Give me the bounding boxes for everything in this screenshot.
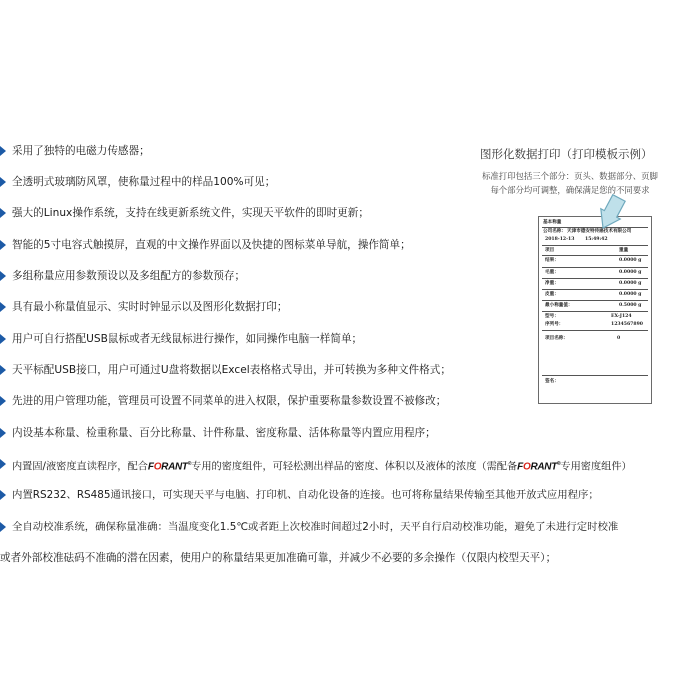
bullet-arrow-icon	[0, 365, 6, 375]
receipt-date: 2018-12-13	[545, 237, 575, 242]
receipt-row-value: 0.0000 g	[619, 270, 642, 275]
receipt-project-value: 0	[617, 336, 621, 341]
forant-logo: FORANT®	[517, 461, 561, 473]
receipt-row-label: 毛重：	[545, 270, 559, 275]
receipt-divider	[542, 311, 648, 312]
receipt-time: 15:49:42	[585, 237, 608, 242]
feature-text: 具有最小称量值显示、实时时钟显示以及图形化数据打印；	[12, 301, 288, 313]
bullet-arrow-icon	[0, 208, 6, 218]
print-panel-title: 图形化数据打印（打印模板示例）	[480, 147, 653, 161]
bullet-arrow-icon	[0, 522, 6, 532]
feature-text: 用户可自行搭配USB鼠标或者无线鼠标进行操作，如同操作电脑一样简单；	[12, 333, 363, 345]
bullet-arrow-icon	[0, 428, 6, 438]
receipt-divider	[542, 245, 648, 246]
feature-text: 强大的Linux操作系统，支持在线更新系统文件，实现天平软件的即时更新；	[12, 207, 369, 219]
receipt-serial-value: 1234567890	[611, 322, 643, 327]
receipt-divider	[542, 255, 648, 256]
bullet-arrow-icon	[0, 177, 6, 187]
receipt-model-value: EX-J124	[611, 314, 632, 319]
receipt-row-value: 0.0000 g	[619, 258, 642, 263]
receipt-row-label: 结果：	[545, 258, 559, 263]
bullet-arrow-icon	[0, 146, 6, 156]
feature-text: 先进的用户管理功能，管理员可设置不同菜单的进入权限，保护重要称量参数设置不被修改；	[12, 395, 447, 407]
pointer-arrow-icon	[600, 194, 634, 232]
receipt-company-label: 公司名称：	[543, 229, 566, 234]
feature-text: 全透明式玻璃防风罩，使称量过程中的样品100%可见；	[12, 176, 276, 188]
receipt-divider	[542, 289, 648, 290]
feature-text: 内设基本称量、检重称量、百分比称量、计件称量、密度称量、活体称量等内置应用程序；	[12, 427, 436, 439]
feature-text: 智能的5寸电容式触摸屏，直观的中文操作界面以及快捷的图标菜单导航，操作简单；	[12, 239, 411, 251]
bullet-arrow-icon	[0, 271, 6, 281]
print-panel-desc-line1: 标准打印包括三个部分：页头、数据部分、页脚	[482, 171, 658, 181]
receipt-project-label: 项目名称：	[545, 336, 568, 341]
bullet-arrow-icon	[0, 334, 6, 344]
receipt-model-label: 型号：	[545, 314, 559, 319]
feature-text: 天平标配USB接口，用户可通过U盘将数据以Excel表格格式导出，并可转换为多种文件格式；	[12, 364, 451, 376]
feature-text: 全自动校准系统，确保称量准确：当温度变化1.5℃或者距上次校准时间超过2小时，天平自行启动校准功能，避免了未进行定时校准	[12, 521, 619, 533]
feature-text: 内置RS232、RS485通讯接口，可实现天平与电脑、打印机、自动化设备的连接。也可将称量结果传输至其他开放式应用程序；	[12, 489, 599, 501]
receipt-col-item: 项目	[545, 248, 555, 253]
receipt-row-value: 0.0000 g	[619, 292, 642, 297]
receipt-header: 基本称量	[543, 220, 562, 225]
receipt-divider	[542, 300, 648, 301]
bullet-arrow-icon	[0, 240, 6, 250]
bullet-arrow-icon	[0, 396, 6, 406]
feature-text: 内置固/液密度直读程序，配合FORANT®专用的密度组件，可轻松测出样品的密度、体积以及液体的浓度（需配备FORANT®专用密度组件）	[12, 455, 632, 476]
feature-text: 采用了独特的电磁力传感器；	[12, 145, 150, 157]
receipt-row-label: 净重：	[545, 281, 559, 286]
print-panel-desc-line2: 每个部分均可调整，确保满足您的不同要求	[490, 185, 650, 195]
bullet-arrow-icon	[0, 490, 6, 500]
feature-text: 或者外部校准砝码不准确的潜在因素，使用户的称量结果更加准确可靠，并减少不必要的多余操作（仅限内校型天平）；	[0, 552, 557, 564]
receipt-divider	[542, 267, 648, 268]
receipt-divider	[542, 375, 648, 376]
receipt-divider	[542, 278, 648, 279]
feature-text: 多组称量应用参数预设以及多组配方的参数预存；	[12, 270, 246, 282]
receipt-row-value: 0.5000 g	[619, 303, 642, 308]
bullet-arrow-icon	[0, 302, 6, 312]
receipt-col-weight: 重量	[619, 248, 629, 253]
forant-logo: FORANT®	[147, 461, 192, 473]
receipt-row-value: 0.0000 g	[619, 281, 642, 286]
print-receipt-sample	[538, 216, 652, 404]
receipt-company-value: 天津市德安特传感技术有限公司	[567, 229, 632, 234]
receipt-sign-label: 签名：	[545, 379, 559, 384]
receipt-row-label: 最小称量值：	[545, 303, 573, 308]
bullet-arrow-icon	[0, 459, 6, 469]
receipt-row-label: 皮重：	[545, 292, 559, 297]
receipt-serial-label: 序列号：	[545, 322, 564, 327]
receipt-divider	[542, 330, 648, 331]
